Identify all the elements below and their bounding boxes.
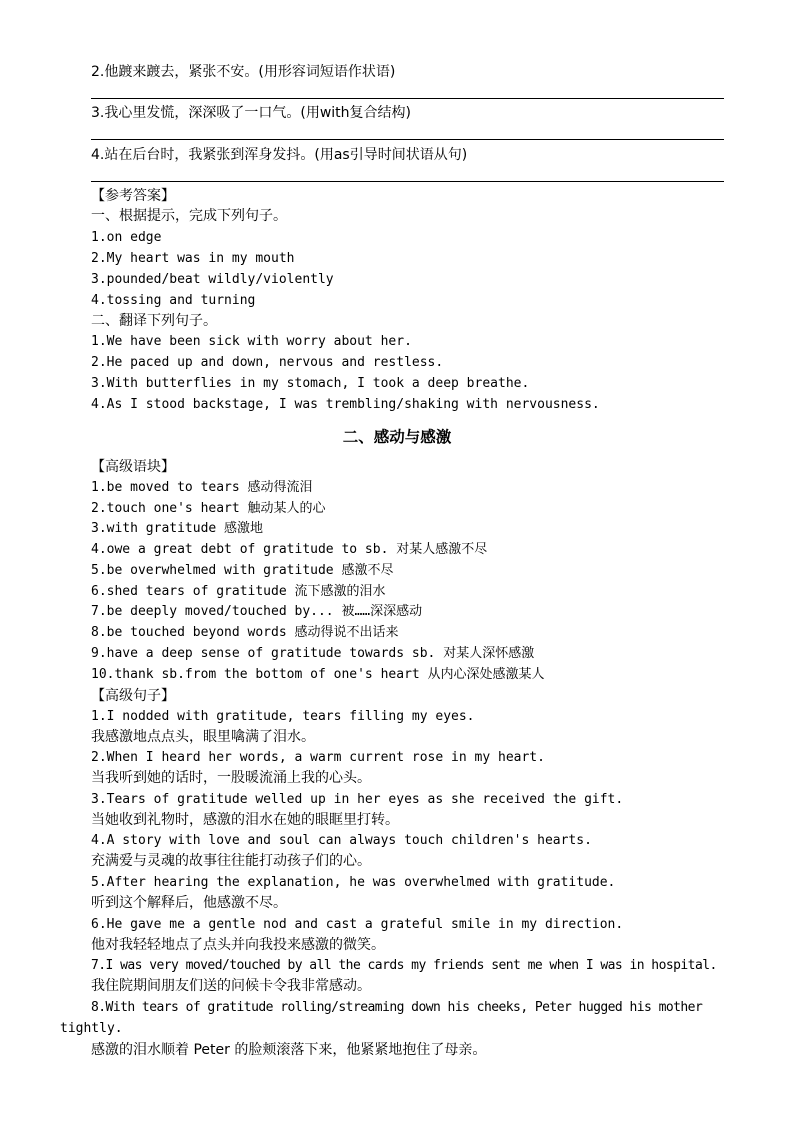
phrase-item: 3.with gratitude 感激地 [91,521,264,536]
sentence-en: 4.A story with love and soul can always touch children's hearts. [91,833,592,848]
sentence-cn: 我感激地点点头，眼里噙满了泪水。 [91,729,315,745]
phrase-item: 7.be deeply moved/touched by... 被……深深感动 [91,604,423,619]
answer-line [91,181,724,182]
sentence-en-continued: tightly. [60,1021,123,1036]
translation-item-2: 2.他踱来踱去，紧张不安。(用形容词短语作状语) [91,64,396,80]
sentence-cn: 听到这个解释后，他感激不尽。 [91,895,287,911]
sentence-cn: 我住院期间朋友们送的问候卡令我非常感动。 [91,978,371,994]
sentence-en: 7.I was very moved/touched by all the cards my friends sent me when I was in hospital. [91,958,717,973]
phrase-item: 4.owe a great debt of gratitude to sb. 对某人感激不尽 [91,542,488,557]
sentence-en: 2.When I heard her words, a warm current rose in my heart. [91,750,545,765]
sentence-cn: 当她收到礼物时，感激的泪水在她的眼眶里打转。 [91,812,399,828]
phrase-item: 6.shed tears of gratitude 流下感激的泪水 [91,584,386,599]
answer-item: 4.tossing and turning [91,293,256,308]
translation-item-3: 3.我心里发慌，深深吸了一口气。(用with复合结构) [91,105,411,121]
answer-line [91,98,724,99]
phrase-item: 8.be touched beyond words 感动得说不出话来 [91,625,399,640]
answer-item: 1.We have been sick with worry about her. [91,334,412,349]
answers-part2-title: 二、翻译下列句子。 [91,313,217,329]
answers-part1-title: 一、根据提示，完成下列句子。 [91,208,287,224]
section-title: 二、感动与感激 [342,428,452,446]
phrase-item: 1.be moved to tears 感动得流泪 [91,480,313,495]
sentence-en: 3.Tears of gratitude welled up in her eyes as she received the gift. [91,792,624,807]
sentence-en: 5.After hearing the explanation, he was overwhelmed with gratitude. [91,875,616,890]
sentence-en: 1.I nodded with gratitude, tears filling my eyes. [91,709,475,724]
sentence-cn: 当我听到她的话时，一股暖流涌上我的心头。 [91,770,371,786]
sentence-cn: 充满爱与灵魂的故事往往能打动孩子们的心。 [91,853,371,869]
translation-item-4: 4.站在后台时，我紧张到浑身发抖。(用as引导时间状语从句) [91,147,468,163]
answer-item: 3.With butterflies in my stomach, I took a deep breathe. [91,376,530,391]
answer-line [91,139,724,140]
phrase-item: 10.thank sb.from the bottom of one's heart 从内心深处感激某人 [91,667,545,682]
answer-item: 2.He paced up and down, nervous and restless. [91,355,444,370]
answer-item: 1.on edge [91,230,162,245]
answer-item: 2.My heart was in my mouth [91,251,295,266]
sentence-en: 6.He gave me a gentle nod and cast a grateful smile in my direction. [91,917,624,932]
phrase-item: 2.touch one's heart 触动某人的心 [91,501,326,516]
phrase-item: 9.have a deep sense of gratitude towards sb. 对某人深怀感激 [91,646,535,661]
phrases-heading: 【高级语块】 [91,459,175,475]
answer-item: 4.As I stood backstage, I was trembling/shaking with nervousness. [91,397,600,412]
phrase-item: 5.be overwhelmed with gratitude 感激不尽 [91,563,394,578]
sentences-heading: 【高级句子】 [91,688,175,704]
sentence-en: 8.With tears of gratitude rolling/streaming down his cheeks, Peter hugged his mother [91,1000,703,1015]
sentence-cn: 他对我轻轻地点了点头并向我投来感激的微笑。 [91,937,385,953]
answers-heading: 【参考答案】 [91,188,175,204]
sentence-cn: 感激的泪水顺着 Peter 的脸颊滚落下来，他紧紧地抱住了母亲。 [91,1042,487,1058]
answer-item: 3.pounded/beat wildly/violently [91,272,334,287]
